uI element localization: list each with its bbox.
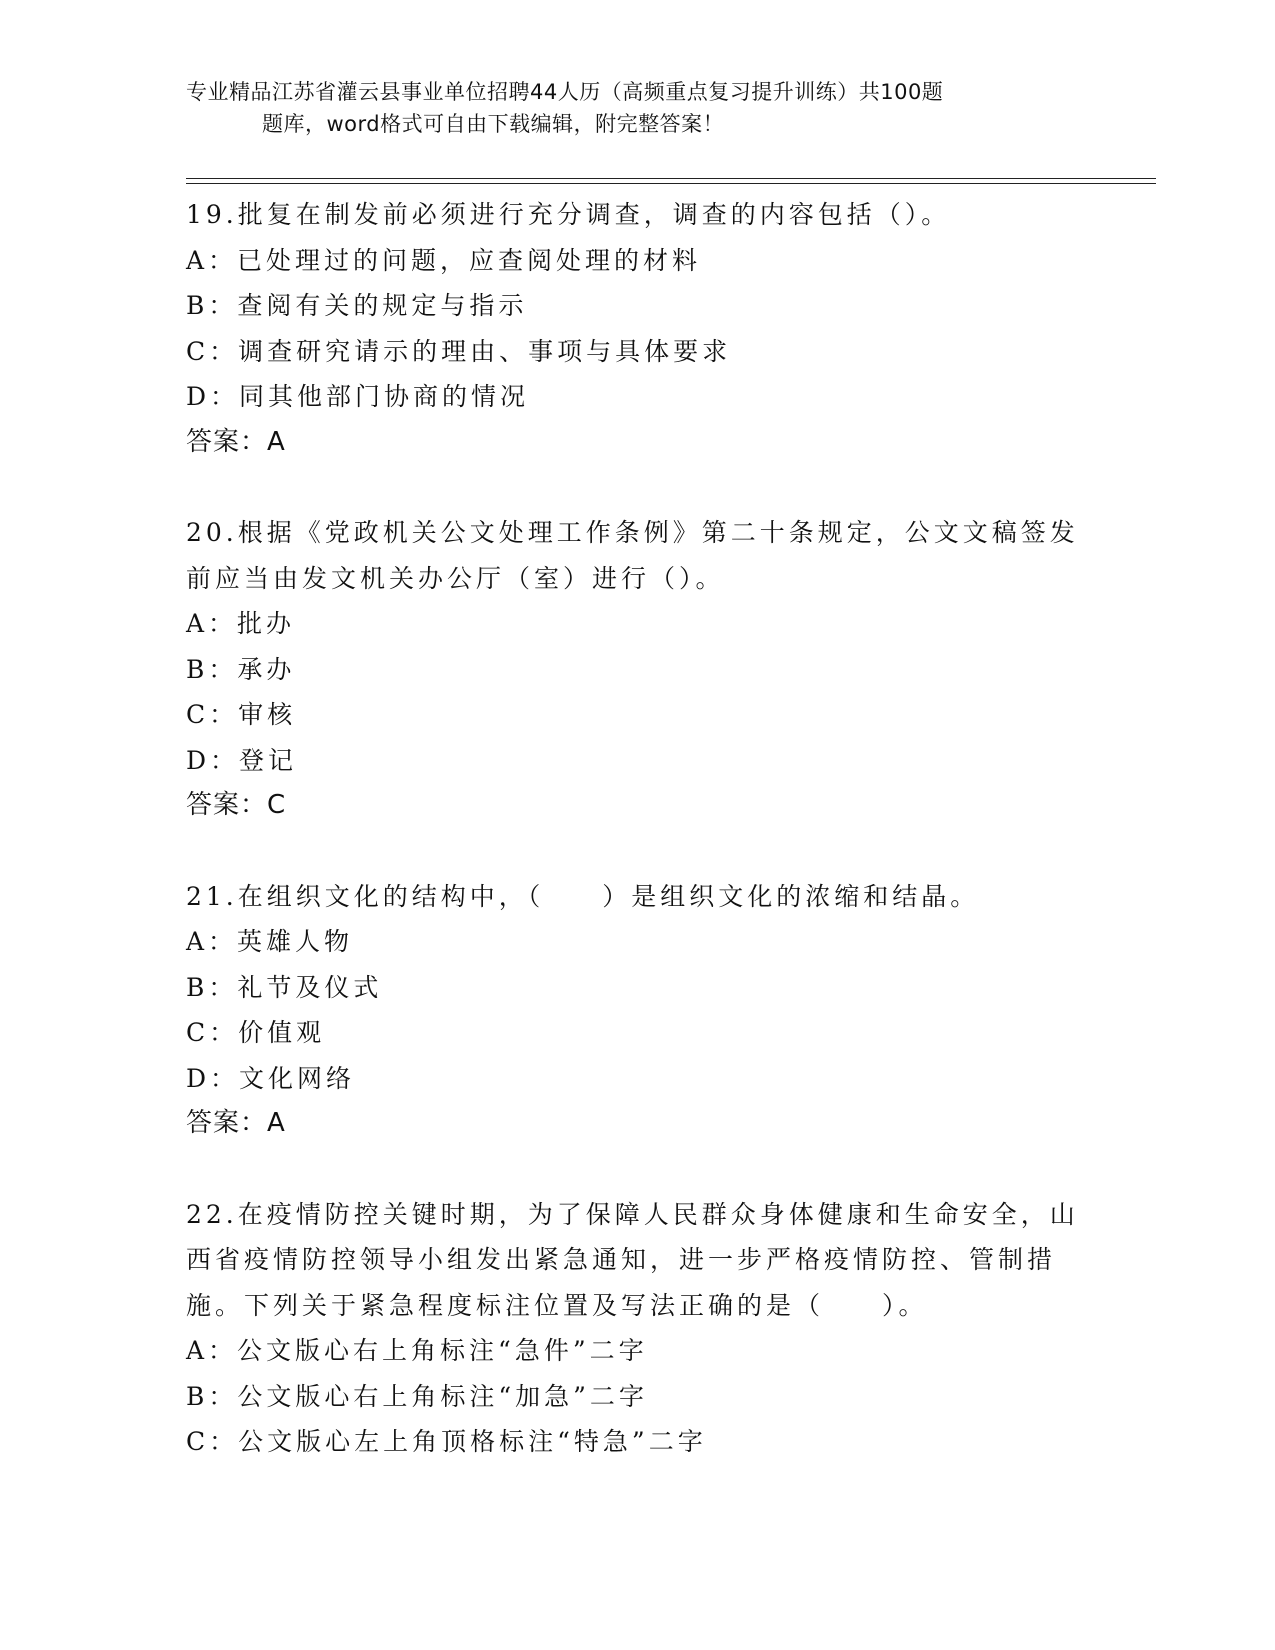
header-divider-top bbox=[186, 178, 1156, 179]
answer: 答案：A bbox=[186, 1108, 286, 1138]
header-line-1: 专业精品江苏省灌云县事业单位招聘44人历（高频重点复习提升训练）共100题 bbox=[186, 80, 944, 104]
question-stem: 前应当由发文机关办公厅（室）进行（）。 bbox=[186, 563, 725, 593]
answer: 答案：A bbox=[186, 426, 286, 457]
question-list bbox=[186, 192, 1086, 1510]
option-c: C：公文版心左上角顶格标注“特急”二字 bbox=[186, 1427, 707, 1456]
question-stem: 21.在组织文化的结构中，（ ）是组织文化的浓缩和结晶。 bbox=[186, 881, 980, 911]
answer: 答案：C bbox=[186, 790, 287, 820]
question-21 bbox=[186, 874, 1086, 1147]
option-c: C：价值观 bbox=[186, 1018, 326, 1047]
question-stem: 西省疫情防控领导小组发出紧急通知，进一步严格疫情防控、管制措 bbox=[186, 1245, 1057, 1274]
option-a: A：英雄人物 bbox=[186, 927, 354, 956]
question-stem: 20.根据《党政机关公文处理工作条例》第二十条规定，公文文稿签发 bbox=[186, 518, 1079, 547]
option-b: B：承办 bbox=[186, 654, 296, 684]
option-d: D：登记 bbox=[186, 745, 298, 775]
question-stem: 19.批复在制发前必须进行充分调查，调查的内容包括（）。 bbox=[186, 200, 951, 229]
question-stem: 22.在疫情防控关键时期，为了保障人民群众身体健康和生命安全，山 bbox=[186, 1199, 1079, 1229]
option-b: B：公文版心右上角标注“加急”二字 bbox=[186, 1381, 648, 1411]
header-line-2: 题库，word格式可自由下载编辑，附完整答案！ bbox=[262, 112, 725, 136]
header-divider-bottom bbox=[186, 183, 1156, 184]
question-22 bbox=[186, 1192, 1086, 1465]
option-d: D：同其他部门协商的情况 bbox=[186, 382, 530, 411]
option-c: C：审核 bbox=[186, 700, 297, 729]
option-a: A：已处理过的问题，应查阅处理的材料 bbox=[186, 245, 702, 275]
option-c: C：调查研究请示的理由、事项与具体要求 bbox=[186, 336, 732, 366]
option-a: A：批办 bbox=[186, 609, 296, 638]
option-a: A：公文版心右上角标注“急件”二字 bbox=[186, 1336, 648, 1365]
option-d: D：文化网络 bbox=[186, 1063, 356, 1093]
question-19 bbox=[186, 192, 1086, 465]
question-stem: 施。下列关于紧急程度标注位置及写法正确的是（ ）。 bbox=[186, 1290, 928, 1320]
option-b: B：礼节及仪式 bbox=[186, 972, 383, 1002]
page-header bbox=[186, 76, 1086, 140]
question-20 bbox=[186, 510, 1086, 829]
option-b: B：查阅有关的规定与指示 bbox=[186, 291, 528, 320]
